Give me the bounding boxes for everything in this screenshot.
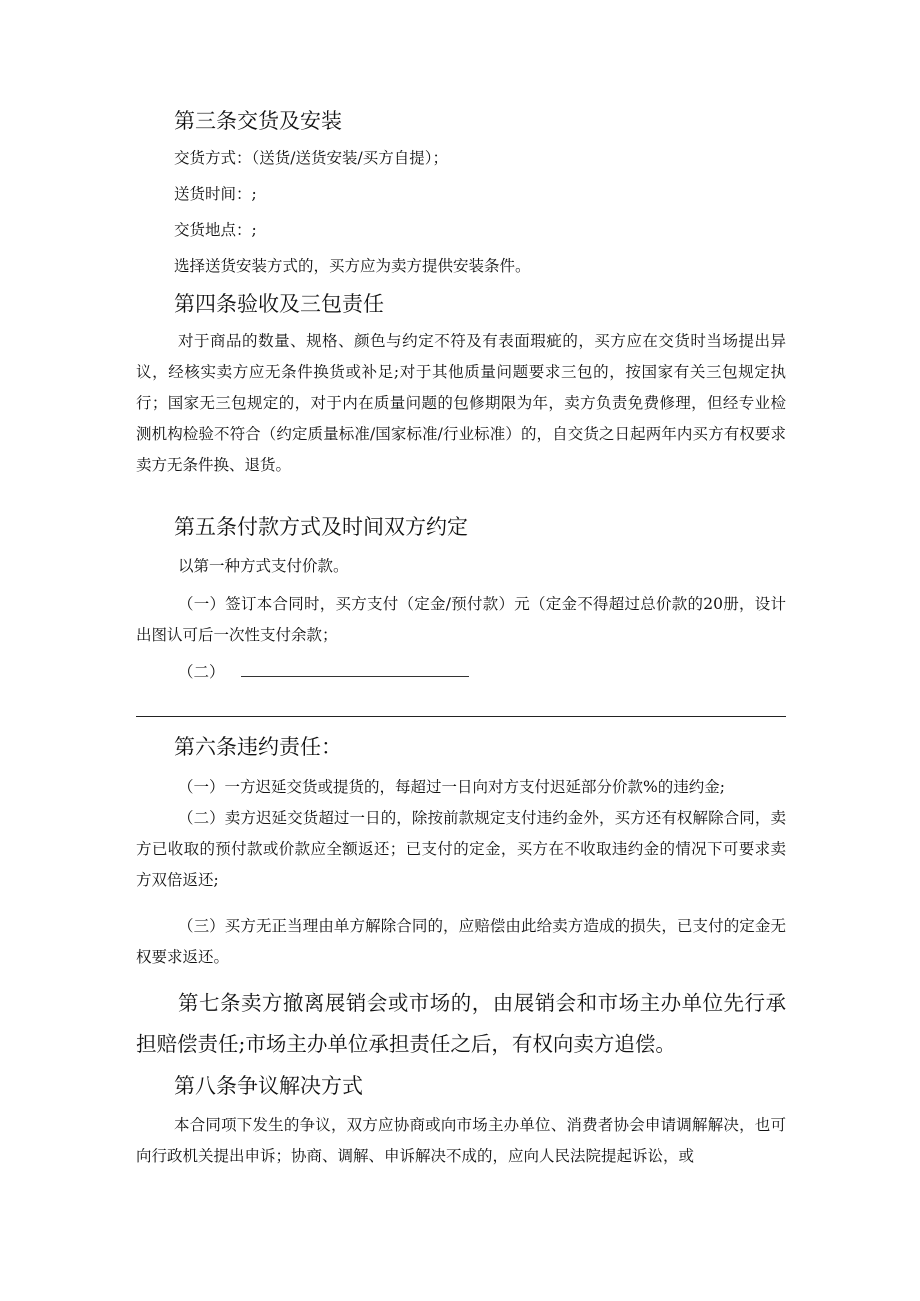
horizontal-divider xyxy=(136,716,786,717)
liability-item-1: （一）一方迟延交货或提货的，每超过一日向对方支付迟延部分价款%的违约金; xyxy=(178,778,725,796)
payment-item-2 xyxy=(178,662,469,682)
section-6-title: 第六条违约责任： xyxy=(174,735,342,759)
delivery-method-line: 交货方式：（送货/送货安装/买方自提）； xyxy=(174,149,448,167)
section-8-body: 本合同项下发生的争议，双方应协商或向市场主办单位、消费者协会申请调解解决，也可向行政机关提出申诉；协商、调解、申诉解决不成的，应向人民法院提起诉讼，或 xyxy=(136,1116,786,1165)
payment-item-1: （一）签订本合同时，买方支付（定金/预付款）元（定金不得超过总价款的20册，设计出图认可后一次性支付余款； xyxy=(136,595,786,644)
section-3-title: 第三条交货及安装 xyxy=(174,109,342,133)
liability-item-2: （二）卖方迟延交货超过一日的，除按前款规定支付违约金外，买方还有权解除合同，卖方已收取的预付款或价款应全额返还；已支付的定金，买方在不收取违约金的情况下可要求卖方双倍返还; xyxy=(136,809,786,889)
install-note-line: 选择送货安装方式的，买方应为卖方提供安装条件。 xyxy=(174,257,531,275)
payment-method-line: 以第一种方式支付价款。 xyxy=(178,557,349,575)
section-4-title: 第四条验收及三包责任 xyxy=(174,292,384,316)
liability-item-3: （三）买方无正当理由单方解除合同的，应赔偿由此给卖方造成的损失，已支付的定金无权要求返还。 xyxy=(136,917,786,966)
payment-item-2-label: （二） xyxy=(178,663,225,681)
section-8-title: 第八条争议解决方式 xyxy=(174,1074,363,1098)
section-4-body: 对于商品的数量、规格、颜色与约定不符及有表面瑕疵的，买方应在交货时当场提出异议，经核实卖方应无条件换货或补足;对于其他质量问题要求三包的，按国家有关三包规定执行；国家无三包规定的，对于内在质量问题的包修期限为年，卖方负责免费修理，但经专业检测机构检验不符合（约定质量标准/国家标准/行业标准）的，自交货之日起两年内买方有权要求卖方无条件换、退货。 xyxy=(136,332,786,474)
delivery-place-line: 交货地点：; xyxy=(174,221,257,239)
section-7-body: 第七条卖方撤离展销会或市场的，由展销会和市场主办单位先行承担赔偿责任;市场主办单位承担责任之后，有权向卖方追偿。 xyxy=(136,991,786,1056)
section-5-title: 第五条付款方式及时间双方约定 xyxy=(174,515,468,539)
delivery-time-line: 送货时间：; xyxy=(174,185,257,203)
blank-fill-line xyxy=(241,662,469,677)
